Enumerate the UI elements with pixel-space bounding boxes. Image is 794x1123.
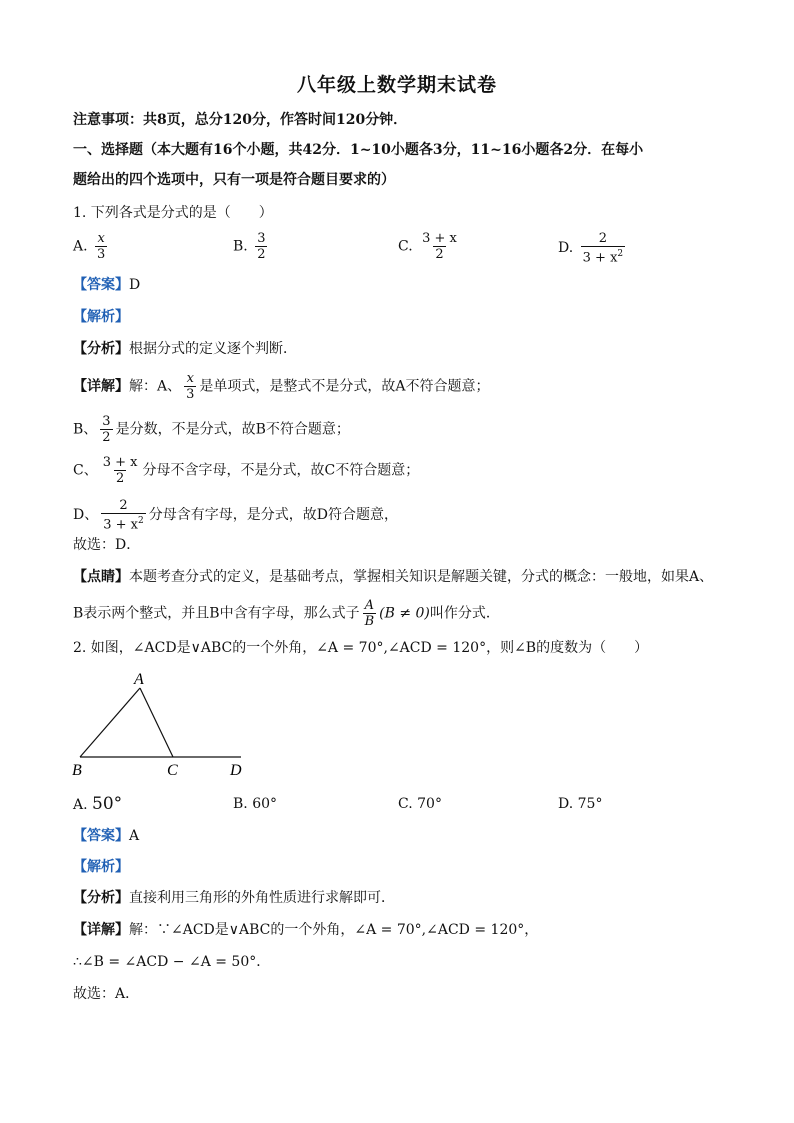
section-heading-line1: 一、选择题（本大题有16个小题，共42分．1~10小题各3分，11~16小题各2分．在每小 — [73, 142, 644, 158]
q1-detail-d: D、 $\frac{2}{3 + x^2}$ 分母含有字母，是分式，故D符合题意， — [73, 498, 398, 533]
triangle-figure — [66, 668, 256, 780]
option-letter: C. — [398, 238, 413, 255]
q1-detail-c: C、 $\frac{3 + x}{2}$ 分母不含字母，不是分式，故C不符合题意； — [73, 455, 420, 486]
q1-option-c[interactable] — [398, 231, 462, 262]
q2-stem: 2. 如图，∠ACD是∨ABC的一个外角，∠A = 70°,∠ACD = 120°，则∠B的度数为（ ） — [73, 640, 649, 656]
q1-stem: 1. 下列各式是分式的是（ ） — [73, 205, 273, 221]
q1-detail-b: B、 $\frac{3}{2}$ 是分数，不是分式，故B不符合题意； — [73, 414, 350, 445]
q2-option-d[interactable]: D. 75° — [558, 796, 603, 812]
label-b: B — [72, 762, 82, 779]
q1-option-b[interactable] — [233, 231, 270, 262]
q1-choice: 故选：D． — [73, 537, 141, 553]
q2-jiexi: 【解析】 — [73, 859, 129, 875]
q2-option-a[interactable]: A. 50° — [73, 794, 123, 814]
q1-answer: 【答案】D — [73, 277, 141, 293]
page-title: 八年级上数学期末试卷 — [296, 74, 497, 96]
q2-analysis: 【分析】直接利用三角形的外角性质进行求解即可． — [73, 890, 395, 906]
label-c: C — [167, 762, 178, 779]
q2-answer: 【答案】A — [73, 828, 140, 844]
option-letter: A. — [73, 238, 88, 255]
q2-option-b[interactable]: B. 60° — [233, 796, 278, 812]
q1-option-a[interactable] — [73, 231, 110, 262]
fraction: $\frac{3 + x}{2}$ — [422, 231, 457, 262]
q2-choice: 故选：A． — [73, 986, 140, 1002]
q1-comment-line1: 【点睛】本题考查分式的定义，是基础考点，掌握相关知识是解题关键，分式的概念：一般地，如果A、 — [73, 569, 714, 585]
q1-jiexi: 【解析】 — [73, 309, 129, 325]
label-a: A — [134, 671, 144, 688]
option-letter: B. — [233, 238, 248, 255]
side-ac — [140, 688, 173, 757]
q1-comment-line2: B表示两个整式，并且B中含有字母，那么式子 $\frac{A}{B}$ (B ≠ 0)叫作分式． — [73, 598, 500, 629]
label-d: D — [230, 762, 242, 779]
q2-option-c[interactable]: C. 70° — [398, 796, 442, 812]
fraction: $\frac{x}{3}$ — [97, 231, 106, 262]
notice: 注意事项：共8页，总分120分，作答时间120分钟． — [73, 112, 408, 128]
q1-detail-a: 【详解】解：A、 $\frac{x}{3}$ 是单项式，是整式不是分式，故A不符合题意； — [73, 371, 490, 402]
q2-step: ∴∠B = ∠ACD − ∠A = 50°． — [73, 954, 271, 970]
fraction: $\frac{3}{2}$ — [257, 231, 266, 262]
section-heading-line2: 题给出的四个选项中，只有一项是符合题目要求的） — [73, 172, 395, 188]
q1-analysis: 【分析】根据分式的定义逐个判断． — [73, 341, 297, 357]
fraction: $\frac{2}{3 + x^2}$ — [582, 231, 624, 266]
option-letter: D. — [558, 240, 574, 257]
side-ab — [80, 688, 140, 757]
q2-detail: 【详解】解：∵∠ACD是∨ABC的一个外角，∠A = 70°,∠ACD = 120°， — [73, 922, 539, 938]
q1-option-d[interactable] — [558, 231, 628, 265]
